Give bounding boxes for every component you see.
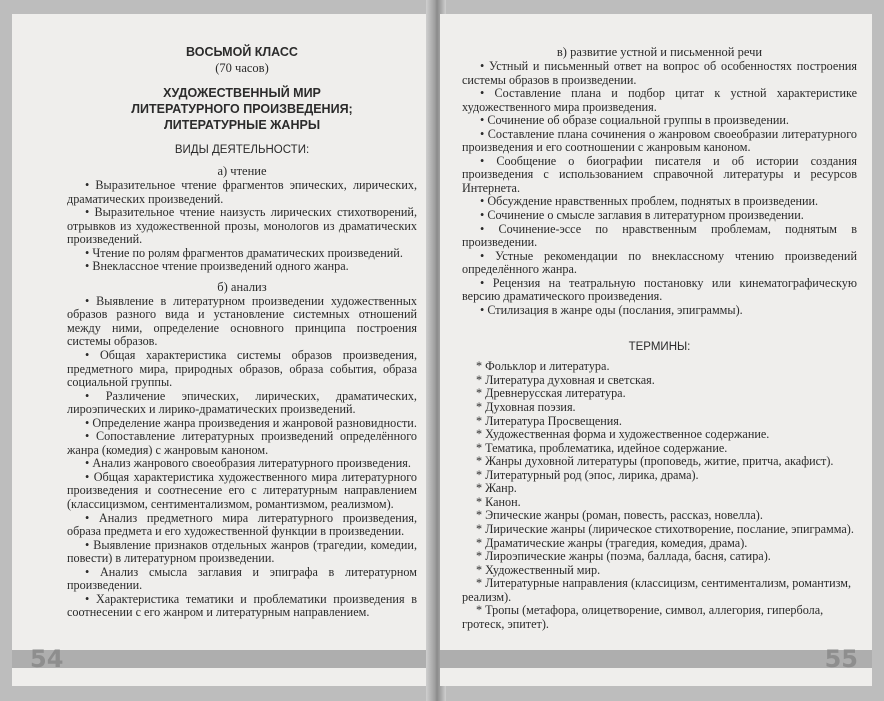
footer-band (12, 650, 432, 668)
list-item: • Чтение по ролям фрагментов драматических произведений. (67, 247, 417, 261)
term-item: * Эпические жанры (роман, повесть, рассказ, новелла). (462, 509, 857, 523)
activities-heading: ВИДЫ ДЕЯТЕЛЬНОСТИ: (174, 144, 310, 156)
term-item: * Фольклор и литература. (462, 360, 857, 374)
list-item: • Выразительное чтение наизусть лирических стихотворений, отрывков из художественной прозы, монологов из драматических произведений. (67, 206, 417, 247)
term-item: * Литература Просвещения. (462, 415, 857, 429)
list-item: • Внеклассное чтение произведений одного жанра. (67, 260, 417, 274)
left-page (12, 14, 432, 686)
list-item: • Рецензия на театральную постановку или кинематографическую версию драматического произведения. (462, 277, 857, 304)
term-item: * Лироэпические жанры (поэма, баллада, басня, сатира). (462, 550, 857, 564)
right-page-content (462, 44, 857, 631)
list-item: • Сочинение-эссе по нравственным проблемам, поднятым в произведении. (462, 223, 857, 250)
term-item: * Канон. (462, 496, 857, 510)
list-item: • Анализ жанрового своеобразия литературного произведения. (67, 457, 417, 471)
list-item: • Сочинение о смысле заглавия в литературном произведении. (462, 209, 857, 223)
section-title-line: ХУДОЖЕСТВЕННЫЙ МИР (163, 86, 321, 100)
term-item: * Тропы (метафора, олицетворение, символ, аллегория, гипербола, гротеск, эпитет). (462, 604, 857, 631)
page-number: 55 (824, 645, 858, 673)
term-item: * Художественная форма и художественное содержание. (462, 428, 857, 442)
list-item: • Обсуждение нравственных проблем, поднятых в произведении. (462, 195, 857, 209)
list-item: • Общая характеристика художественного мира литературного произведения и соотнесение его с литературным направлением (классицизмом, сентиментализмом, романтизмом, реализмом). (67, 471, 417, 512)
list-item: • Устный и письменный ответ на вопрос об особенностях построения системы образов в произведении. (462, 60, 857, 87)
right-page (440, 14, 872, 686)
list-item: • Сопоставление литературных произведений определённого жанра (комедия) с жанровым каноном. (67, 430, 417, 457)
list-item: • Общая характеристика системы образов произведения, предметного мира, природных образов, образа события, образа социальной группы. (67, 349, 417, 390)
class-heading: ВОСЬМОЙ КЛАСС (186, 45, 298, 59)
term-item: * Литературные направления (классицизм, сентиментализм, романтизм, реализм). (462, 577, 857, 604)
hours-subtitle: (70 часов) (215, 61, 269, 75)
term-item: * Лирические жанры (лирическое стихотворение, послание, эпиграмма). (462, 523, 857, 537)
list-item: • Устные рекомендации по внеклассному чтению произведений определённого жанра. (462, 250, 857, 277)
terms-heading: ТЕРМИНЫ: (628, 341, 691, 354)
term-item: * Жанр. (462, 482, 857, 496)
term-item: * Драматические жанры (трагедия, комедия, драма). (462, 537, 857, 551)
list-item: • Сочинение об образе социальной группы в произведении. (462, 114, 857, 128)
term-item: * Литературный род (эпос, лирика, драма). (462, 469, 857, 483)
list-item: • Выявление в литературном произведении художественных образов разного вида и установление системных отношений между ними, определение основного принципа построения системы образов. (67, 295, 417, 349)
list-item: • Характеристика тематики и проблематики произведения в соотнесении с его жанром и литературным направлением. (67, 593, 417, 620)
list-item: • Составление плана и подбор цитат к устной характеристике художественного мира произведения. (462, 87, 857, 114)
list-item: • Сообщение о биографии писателя и об истории создания произведения с использованием справочной литературы и ресурсов Интернета. (462, 155, 857, 196)
term-item: * Жанры духовной литературы (проповедь, житие, притча, акафист). (462, 455, 857, 469)
list-item: • Выразительное чтение фрагментов эпических, лирических, драматических произведений. (67, 179, 417, 206)
page-number: 54 (30, 645, 64, 673)
left-page-content (67, 44, 417, 620)
section-title-line: ЛИТЕРАТУРНОГО ПРОИЗВЕДЕНИЯ; (131, 102, 353, 116)
footer-band (440, 650, 872, 668)
section-title-line: ЛИТЕРАТУРНЫЕ ЖАНРЫ (163, 118, 321, 132)
analysis-heading: б) анализ (217, 279, 267, 294)
reading-heading: а) чтение (217, 164, 267, 178)
term-item: * Художественный мир. (462, 564, 857, 578)
list-item: • Составление плана сочинения о жанровом своеобразии литературного произведения и его соотношении с жанровым каноном. (462, 128, 857, 155)
term-item: * Литература духовная и светская. (462, 374, 857, 388)
list-item: • Стилизация в жанре оды (послания, эпиграммы). (462, 304, 857, 318)
list-item: • Анализ предметного мира литературного произведения, образа предмета и его художественной функции в произведении. (67, 512, 417, 539)
speech-heading: в) развитие устной и письменной речи (556, 45, 763, 59)
term-item: * Древнерусская литература. (462, 387, 857, 401)
term-item: * Духовная поэзия. (462, 401, 857, 415)
list-item: • Выявление признаков отдельных жанров (трагедии, комедии, повести) в литературном произведении. (67, 539, 417, 566)
list-item: • Различение эпических, лирических, драматических, лироэпических и лирико-драматических произведений. (67, 390, 417, 417)
list-item: • Анализ смысла заглавия и эпиграфа в литературном произведении. (67, 566, 417, 593)
term-item: * Тематика, проблематика, идейное содержание. (462, 442, 857, 456)
list-item: • Определение жанра произведения и жанровой разновидности. (67, 417, 417, 431)
